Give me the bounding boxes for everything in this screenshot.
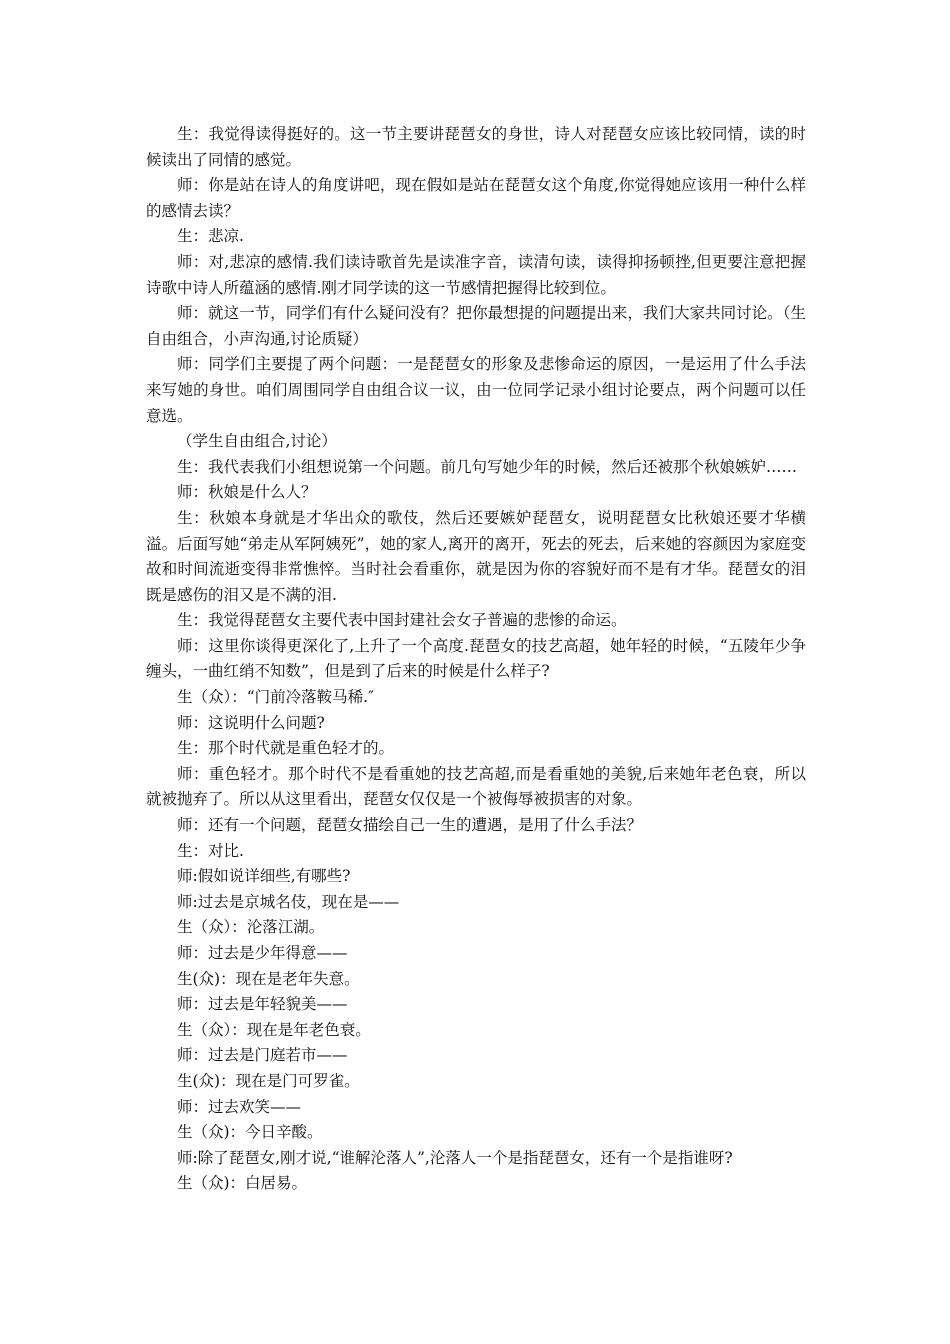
paragraph: 师:过去是京城名伎，现在是—— <box>177 892 400 911</box>
paragraph: 生（众）：现在是年老色衰。 <box>177 1020 371 1039</box>
paragraph: 生：对比. <box>177 841 244 860</box>
paragraph: 生：我代表我们小组想说第一个问题。前几句写她少年的时候，然后还被那个秋娘嫉妒…… <box>177 457 798 476</box>
paragraph: 生：秋娘本身就是才华出众的歌伎，然后还要嫉妒琵琶女，说明琵琶女比秋娘还要才华横溢。后面写她“弟走从军阿姨死”，她的家人,离开的离开，死去的死去，后来她的容颜因为家庭变故和时间流逝变得非常憔悴。当时社会看重你，就是因为你的容貌好而不是有才华。琵琶女的泪既是感伤的泪又是不满的泪. <box>146 508 806 604</box>
paragraph: 生(众)：现在是老年失意。 <box>177 969 360 988</box>
paragraph: 师：过去是门庭若市—— <box>177 1046 348 1065</box>
paragraph: 师：就这一节，同学们有什么疑问没有？把你最想提的问题提出来，我们大家共同讨论。（生自由组合，小声沟通,讨论质疑） <box>146 304 806 348</box>
paragraph: 师：这里你谈得更深化了,上升了一个高度.琵琶女的技艺高超，她年轻的时候，“五陵年少争缠头，一曲红绡不知数”，但是到了后来的时候是什么样子? <box>146 636 806 681</box>
paragraph: 师：对,悲凉的感情.我们读诗歌首先是读准字音，读清句读，读得抑扬顿挫,但更要注意把握诗歌中诗人所蕴涵的感情.刚才同学读的这一节感情把握得比较到位。 <box>146 252 806 297</box>
paragraph: 师：过去欢笑—— <box>177 1097 302 1116</box>
paragraph: 师：这说明什么问题? <box>177 713 325 732</box>
paragraph: 生（众）：“门前冷落鞍马稀.″ <box>177 688 374 707</box>
paragraph: 生(众)：现在是门可罗雀。 <box>177 1071 360 1090</box>
paragraph: 师:假如说详细些,有哪些? <box>177 867 351 886</box>
paragraph: 生：那个时代就是重色轻才的。 <box>177 739 395 758</box>
paragraph: 生：我觉得读得挺好的。这一节主要讲琵琶女的身世，诗人对琵琶女应该比较同情，读的时候读出了同情的感觉。 <box>146 125 806 169</box>
paragraph: 师：过去是年轻貌美—— <box>177 995 348 1014</box>
paragraph: 师：重色轻才。那个时代不是看重她的技艺高超,而是看重她的美貌,后来她年老色衰，所以就被抛弃了。所以从这里看出，琵琶女仅仅是一个被侮辱被损害的对象。 <box>146 764 806 809</box>
paragraph: 生（众)：今日辛酸。 <box>177 1123 323 1142</box>
paragraph: 师：还有一个问题，琵琶女描绘自己一生的遭遇，是用了什么手法？ <box>177 816 643 835</box>
paragraph: 师：你是站在诗人的角度讲吧，现在假如是站在琵琶女这个角度,你觉得她应该用一种什么样的感情去读？ <box>146 176 806 220</box>
dialogue-text <box>146 122 806 1197</box>
paragraph: 生（众)：白居易。 <box>177 1174 308 1193</box>
paragraph: 生（众）：沦落江湖。 <box>177 918 325 937</box>
paragraph: 师：秋娘是什么人？ <box>177 483 317 502</box>
paragraph: 师:除了琵琶女,刚才说,“谁解沦落人”,沦落人一个是指琵琶女，还有一个是指谁呀? <box>177 1148 733 1167</box>
paragraph: 生：我觉得琵琶女主要代表中国封建社会女子普遍的悲惨的命运。 <box>177 611 627 630</box>
paragraph: 生：悲凉. <box>177 227 244 246</box>
paragraph: 师：同学们主要提了两个问题：一是琵琶女的形象及悲惨命运的原因，一是运用了什么手法来写她的身世。咱们周围同学自由组合议一议，由一位同学记录小组讨论要点，两个问题可以任意选。 <box>146 355 806 425</box>
paragraph: 师：过去是少年得意—— <box>177 944 348 962</box>
paragraph: （学生自由组合,讨论） <box>177 432 337 451</box>
